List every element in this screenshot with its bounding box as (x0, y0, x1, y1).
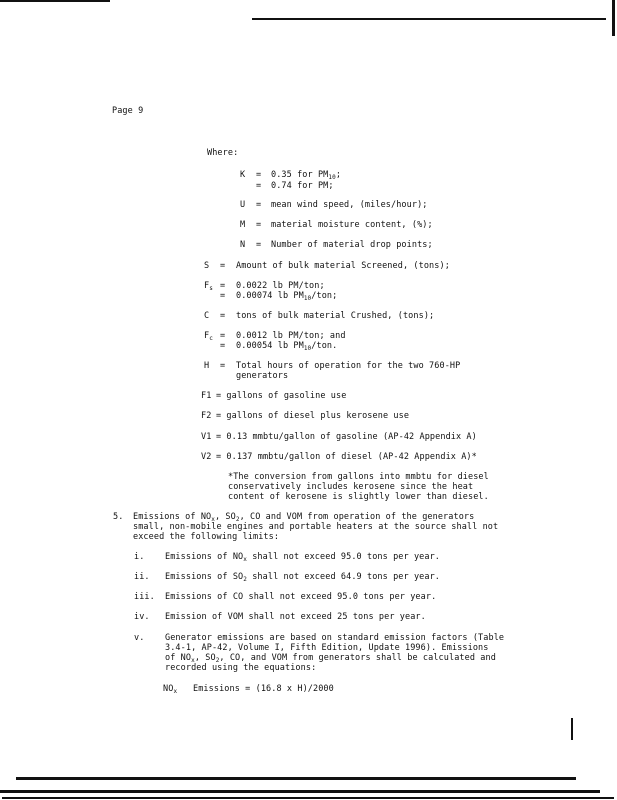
def-v1-text: = 0.13 mmbtu/gallon of gasoline (AP-42 Appendix A) (216, 432, 477, 442)
subitem-v-line-2: 3.4-1, AP-42, Volume I, Fifth Edition, Update 1996). Emissions (165, 643, 489, 653)
def-fc-eq2: = (220, 341, 226, 351)
subitem-iii-text: Emissions of CO shall not exceed 95.0 tons per year. (165, 592, 437, 602)
def-k-symbol: K (240, 170, 246, 180)
item-5-line-3: exceed the following limits: (133, 532, 280, 542)
def-n-eq: = (256, 240, 262, 250)
def-n-symbol: N (240, 240, 246, 250)
def-m-text: material moisture content, (%); (271, 220, 433, 230)
def-k-eq: = (256, 170, 262, 180)
scan-edge-right (612, 0, 615, 36)
scan-edge-bottom-3 (2, 797, 614, 799)
def-s-eq: = (220, 261, 226, 271)
footnote-line-2: conservatively includes kerosene since the heat (228, 482, 474, 492)
def-fc-symbol: $F_c$ (204, 331, 213, 342)
def-m-eq: = (256, 220, 262, 230)
subitem-v-number: v. (134, 633, 145, 643)
footnote-line-3: content of kerosene is slightly lower than diesel. (228, 492, 489, 502)
def-fc-line1: 0.0012 lb PM/ton; and (236, 331, 346, 341)
def-n-text: Number of material drop points; (271, 240, 433, 250)
subitem-ii-text: Emissions of $SO_2$ shall not exceed 64.9 tons per year. (165, 572, 441, 583)
def-h-symbol: H (204, 361, 210, 371)
def-v1-symbol: V1 (201, 432, 212, 442)
def-f1-symbol: F1 (201, 391, 212, 401)
def-f1-text: = gallons of gasoline use (216, 391, 347, 401)
subitem-iv-number: iv. (134, 612, 150, 622)
def-s-text: Amount of bulk material Screened, (tons); (236, 261, 450, 271)
where-label: Where: (207, 148, 239, 158)
def-f2-text: = gallons of diesel plus kerosene use (216, 411, 410, 421)
subitem-iv-text: Emission of VOM shall not exceed 25 tons per year. (165, 612, 426, 622)
item-5-line-1: Emissions of $NO_x$, $SO_2$, CO and VOM from operation of the generators (133, 512, 475, 523)
subitem-ii-number: ii. (134, 572, 150, 582)
def-c-text: tons of bulk material Crushed, (tons); (236, 311, 435, 321)
scan-mark-right (571, 718, 573, 740)
def-fs-eq2: = (220, 291, 226, 301)
scan-edge-bottom (16, 777, 576, 780)
scan-edge-top-left (0, 0, 110, 2)
def-fs-eq: = (220, 281, 226, 291)
def-fs-line1: 0.0022 lb PM/ton; (236, 281, 325, 291)
def-s-symbol: S (204, 261, 210, 271)
def-m-symbol: M (240, 220, 246, 230)
subitem-i-number: i. (134, 552, 145, 562)
def-k-line1: 0.35 for $PM_{10}$; (271, 170, 342, 181)
def-f2-symbol: F2 (201, 411, 212, 421)
page-number: Page 9 (112, 106, 144, 116)
def-fs-line2: 0.00074 lb $PM_{10}$/ton; (236, 291, 338, 302)
item-5-number: 5. (113, 512, 124, 522)
def-v2-symbol: V2 (201, 452, 212, 462)
def-k-eq2: = (256, 181, 262, 191)
def-fc-eq: = (220, 331, 226, 341)
item-5-line-2: small, non-mobile engines and portable heaters at the source shall not (133, 522, 499, 532)
subitem-i-text: Emissions of $NO_x$ shall not exceed 95.0 tons per year. (165, 552, 441, 563)
footnote-line-1: *The conversion from gallons into mmbtu for diesel (228, 472, 489, 482)
def-u-symbol: U (240, 200, 246, 210)
def-u-text: mean wind speed, (miles/hour); (271, 200, 428, 210)
def-k-line2: 0.74 for PM; (271, 181, 334, 191)
scan-edge-top-right (252, 18, 606, 20)
def-v2-text: = 0.137 mmbtu/gallon of diesel (AP-42 Appendix A)* (216, 452, 477, 462)
scan-edge-bottom-2 (0, 790, 600, 793)
subitem-iii-number: iii. (134, 592, 155, 602)
def-h-eq: = (220, 361, 226, 371)
equation-label: $NO_x$ (163, 684, 178, 695)
def-fc-line2: 0.00054 lb $PM_{10}$/ton. (236, 341, 338, 352)
def-c-symbol: C (204, 311, 210, 321)
subitem-v-line-3: of $NO_x$, $SO_2$, CO, and VOM from generators shall be calculated and (165, 653, 496, 664)
def-h-line1: Total hours of operation for the two 760-HP (236, 361, 461, 371)
subitem-v-line-4: recorded using the equations: (165, 663, 317, 673)
subitem-v-line-1: Generator emissions are based on standard emission factors (Table (165, 633, 505, 643)
def-h-line2: generators (236, 371, 289, 381)
def-c-eq: = (220, 311, 226, 321)
equation-text: Emissions = (16.8 x H)/2000 (193, 684, 334, 694)
def-fs-symbol: $F_s$ (204, 281, 213, 292)
def-u-eq: = (256, 200, 262, 210)
